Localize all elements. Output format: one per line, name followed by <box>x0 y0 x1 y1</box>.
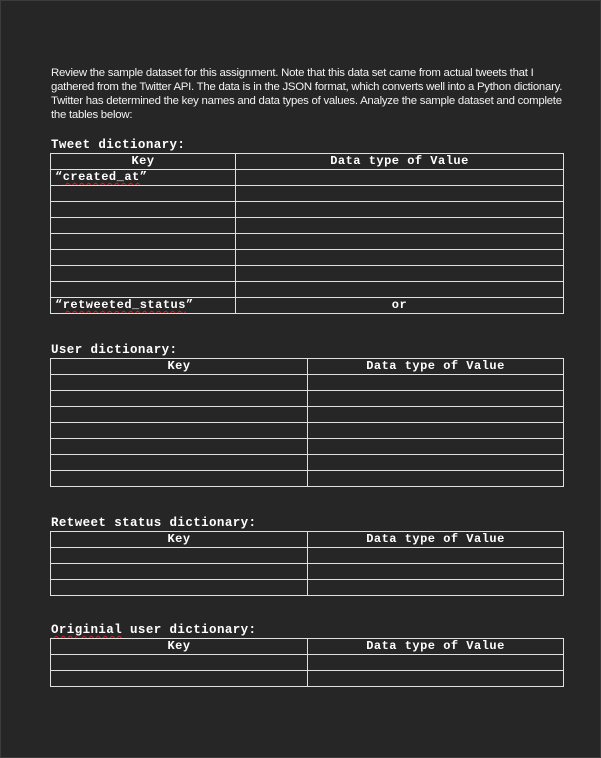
tweet-dictionary-table <box>50 153 564 314</box>
table-row <box>51 423 564 439</box>
key-cell[interactable] <box>51 564 308 580</box>
original-user-dictionary-heading <box>51 623 256 637</box>
type-cell[interactable] <box>308 375 564 391</box>
table-row <box>51 266 564 282</box>
table-row <box>51 250 564 266</box>
type-cell[interactable] <box>308 580 564 596</box>
type-cell[interactable] <box>308 655 564 671</box>
table-header-row <box>51 154 564 170</box>
table-row <box>51 455 564 471</box>
key-cell[interactable] <box>51 391 308 407</box>
type-cell[interactable] <box>236 250 564 266</box>
table-header-row <box>51 639 564 655</box>
key-cell[interactable] <box>51 439 308 455</box>
key-cell[interactable] <box>51 186 236 202</box>
key-cell[interactable] <box>51 375 308 391</box>
table-row <box>51 375 564 391</box>
key-column-header: Key <box>51 359 308 375</box>
table-row <box>51 234 564 250</box>
type-cell[interactable] <box>236 266 564 282</box>
key-cell[interactable] <box>51 471 308 487</box>
retweet-dictionary-table <box>50 531 564 596</box>
table-row <box>51 170 564 186</box>
type-cell[interactable] <box>308 439 564 455</box>
original-user-dictionary-table <box>50 638 564 687</box>
key-column-header: Key <box>51 639 308 655</box>
tweet-dictionary-heading: Tweet dictionary: <box>51 138 186 152</box>
key-cell[interactable] <box>51 548 308 564</box>
key-cell[interactable] <box>51 282 236 298</box>
heading-rest: user dictionary: <box>122 623 257 637</box>
intro-paragraph: Review the sample dataset for this assignment. Note that this data set came from actual tweets that I gathered from the Twitter API. The data is in the JSON format, which converts well into a Python dictionary. Twitter has determined the key names and data types of values. Analyze the sample dataset and complete the tables below: <box>51 67 563 121</box>
key-cell[interactable] <box>51 455 308 471</box>
key-created-at: created_at <box>62 170 140 184</box>
table-header-row <box>51 532 564 548</box>
table-row <box>51 564 564 580</box>
table-row <box>51 580 564 596</box>
key-cell[interactable] <box>51 250 236 266</box>
type-or-text: or <box>391 298 408 312</box>
quote-open: “ <box>55 170 63 184</box>
table-row <box>51 671 564 687</box>
type-column-header: Data type of Value <box>308 639 564 655</box>
table-row <box>51 655 564 671</box>
type-cell[interactable] <box>308 471 564 487</box>
heading-misspelled-word: Originial <box>51 623 123 637</box>
key-cell[interactable] <box>51 671 308 687</box>
type-cell[interactable] <box>308 548 564 564</box>
type-cell[interactable] <box>236 234 564 250</box>
type-cell[interactable] <box>308 391 564 407</box>
table-row <box>51 407 564 423</box>
type-cell[interactable] <box>308 407 564 423</box>
key-cell[interactable] <box>51 655 308 671</box>
type-cell[interactable] <box>308 455 564 471</box>
type-cell[interactable] <box>236 298 564 314</box>
table-row <box>51 548 564 564</box>
quote-close: ” <box>185 298 194 312</box>
type-cell[interactable] <box>236 218 564 234</box>
key-cell[interactable] <box>51 407 308 423</box>
key-cell[interactable] <box>51 423 308 439</box>
user-dictionary-table <box>50 358 564 487</box>
key-retweeted-status: retweeted_status <box>62 298 186 312</box>
key-cell[interactable] <box>51 580 308 596</box>
user-dictionary-heading: User dictionary: <box>51 343 178 357</box>
table-row <box>51 298 564 314</box>
key-cell[interactable] <box>51 266 236 282</box>
type-cell[interactable] <box>236 202 564 218</box>
table-row <box>51 282 564 298</box>
table-row <box>51 391 564 407</box>
key-cell[interactable] <box>51 170 236 186</box>
type-cell[interactable] <box>236 170 564 186</box>
type-column-header: Data type of Value <box>308 359 564 375</box>
type-cell[interactable] <box>308 564 564 580</box>
type-cell[interactable] <box>236 186 564 202</box>
key-column-header: Key <box>51 532 308 548</box>
key-cell[interactable] <box>51 202 236 218</box>
table-row <box>51 218 564 234</box>
type-column-header: Data type of Value <box>308 532 564 548</box>
type-cell[interactable] <box>236 282 564 298</box>
quote-close: ” <box>139 170 148 184</box>
type-column-header: Data type of Value <box>236 154 564 170</box>
type-cell[interactable] <box>308 423 564 439</box>
table-row <box>51 202 564 218</box>
key-cell[interactable] <box>51 298 236 314</box>
key-cell[interactable] <box>51 218 236 234</box>
type-cell[interactable] <box>308 671 564 687</box>
table-row <box>51 439 564 455</box>
quote-open: “ <box>55 298 63 312</box>
key-cell[interactable] <box>51 234 236 250</box>
key-column-header: Key <box>51 154 236 170</box>
retweet-dictionary-heading: Retweet status dictionary: <box>51 516 257 530</box>
table-header-row <box>51 359 564 375</box>
table-row <box>51 471 564 487</box>
table-row <box>51 186 564 202</box>
